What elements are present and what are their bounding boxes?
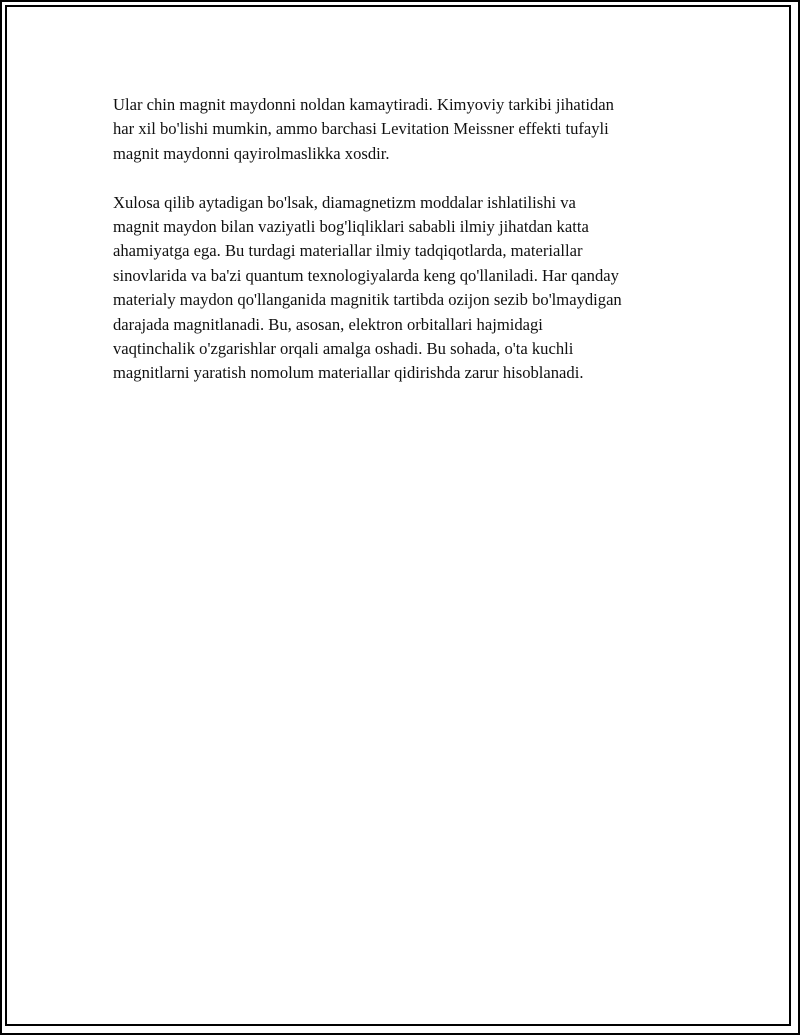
paragraph-conclusion: Xulosa qilib aytadigan bo'lsak, diamagnetizm moddalar ishlatilishi va magnit maydon bilan vaziyatli bog'liqliklari sababli ilmiy jihatdan katta ahamiyatga ega. Bu turdagi materiallar ilmiy tadqiqotlarda, materiallar sinovlarida va ba'zi quantum texnologiyalarda keng qo'llaniladi. Har qanday materialy maydon qo'llanganida magnitik tartibda ozijon sezib bo'lmaydigan darajada magnitlanadi. Bu, asosan, elektron orbitallari hajmidagi vaqtinchalik o'zgarishlar orqali amalga oshadi. Bu sohada, o'ta kuchli magnitlarni yaratish nomolum materiallar qidirishda zarur hisoblanadi. — [113, 192, 622, 383]
document-body — [113, 93, 693, 410]
paragraph-meissner-effect: Ular chin magnit maydonni noldan kamaytiradi. Kimyoviy tarkibi jihatidan har xil bo'lishi mumkin, ammo barchasi Levitation Meissner effekti tufayli magnit maydonni qayirolmaslikka xosdir. — [113, 95, 614, 163]
